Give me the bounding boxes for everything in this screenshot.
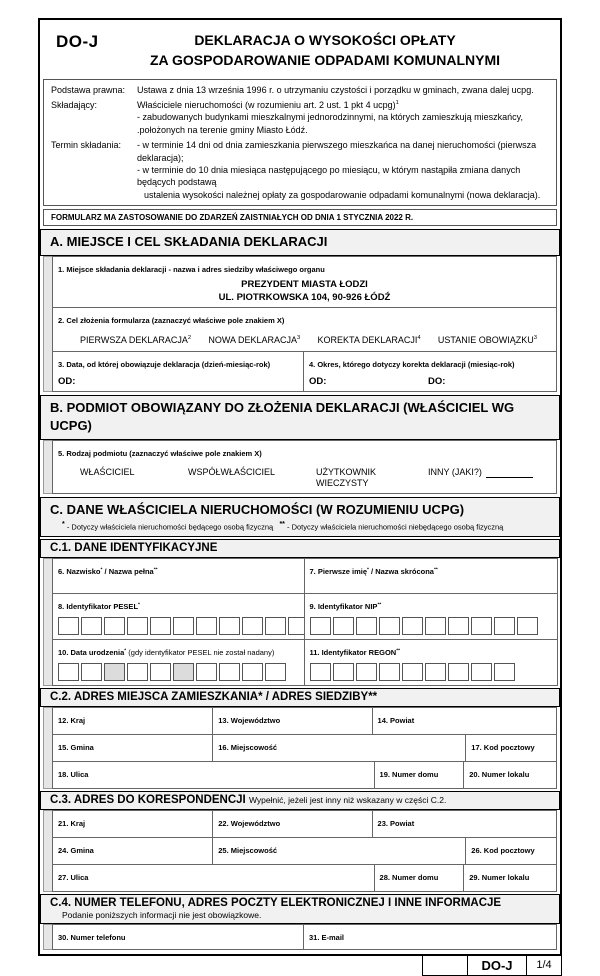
char-box[interactable] bbox=[265, 663, 286, 681]
char-box[interactable] bbox=[471, 663, 492, 681]
field-9-label: 9. Identyfikator NIP** bbox=[309, 601, 382, 611]
field-3-from-label: OD: bbox=[58, 375, 76, 387]
purpose-option-obligation-end[interactable] bbox=[438, 335, 537, 345]
form-title-line1: DEKLARACJA O WYSOKOŚCI OPŁATY bbox=[194, 32, 456, 48]
field-7-first-name[interactable] bbox=[304, 558, 559, 594]
char-box[interactable] bbox=[333, 663, 354, 681]
deadline-text bbox=[137, 139, 549, 201]
option-label: KOREKTA DEKLARACJI bbox=[317, 334, 418, 345]
field-22-voivodeship[interactable] bbox=[212, 810, 372, 838]
char-box[interactable] bbox=[150, 663, 171, 681]
char-box[interactable] bbox=[471, 617, 492, 635]
field-23-county[interactable] bbox=[372, 810, 557, 838]
field-30-label: 30. Numer telefonu bbox=[58, 932, 126, 942]
char-box[interactable] bbox=[196, 663, 217, 681]
field-3-label: 3. Data, od której obowiązuje deklaracja (dzień-miesiąc-rok) bbox=[58, 359, 271, 369]
field-4-label: 4. Okres, którego dotyczy korekta deklaracji (miesiąc-rok) bbox=[309, 359, 515, 369]
filer-line3: .położonych na terenie gminy Miasto Łódź. bbox=[137, 124, 308, 135]
option-label: NOWA DEKLARACJA bbox=[208, 334, 298, 345]
form-code: DO-J bbox=[56, 32, 99, 51]
char-box[interactable] bbox=[379, 663, 400, 681]
subject-option-coowner[interactable]: WSPÓŁWŁAŚCICIEL bbox=[188, 466, 276, 477]
field-12-country[interactable] bbox=[52, 707, 213, 735]
field-28-label: 28. Numer domu bbox=[379, 872, 439, 882]
footnote-1-symbol: * bbox=[62, 521, 65, 529]
char-box[interactable] bbox=[127, 663, 148, 681]
section-a-header bbox=[40, 229, 560, 256]
section-b-title: B. PODMIOT OBOWIĄZANY DO ZŁOŻENIA DEKLARACJI (WŁAŚCICIEL WG UCPG) bbox=[50, 399, 515, 433]
field-13-voivodeship[interactable] bbox=[212, 707, 372, 735]
subject-option-perpetual-user[interactable] bbox=[316, 467, 428, 490]
char-box[interactable] bbox=[310, 617, 331, 635]
section-c4-header bbox=[40, 894, 560, 924]
field-4-correction-period[interactable] bbox=[303, 351, 557, 392]
footnote-1-text: - Dotyczy właściciela nieruchomości będącego osobą fizyczną bbox=[66, 522, 274, 532]
deadline-row bbox=[51, 139, 549, 201]
field-3-effective-date[interactable] bbox=[52, 351, 304, 392]
char-box[interactable] bbox=[425, 663, 446, 681]
option-label: PIERWSZA DEKLARACJA bbox=[80, 334, 188, 345]
purpose-options bbox=[58, 335, 551, 345]
char-box[interactable] bbox=[448, 663, 469, 681]
field-23-label: 23. Powiat bbox=[377, 818, 415, 828]
field-4-to-label: DO: bbox=[428, 375, 446, 387]
field-5-subject-type bbox=[52, 440, 557, 495]
section-c-title: C. DANE WŁAŚCICIELA NIERUCHOMOŚCI (W ROZUMIENIU UCPG) bbox=[50, 502, 465, 518]
field-25-label: 25. Miejscowość bbox=[218, 845, 278, 855]
filer-row bbox=[51, 99, 549, 136]
form-sheet bbox=[38, 18, 562, 956]
section-b-fields bbox=[43, 440, 557, 495]
field-14-label: 14. Powiat bbox=[377, 715, 415, 725]
field-20-apartment-number[interactable] bbox=[463, 761, 557, 789]
option-label: USTANIE OBOWIĄZKU bbox=[437, 334, 534, 345]
applicability-notice: FORMULARZ MA ZASTOSOWANIE DO ZDARZEŃ ZAISTNIAŁYCH OD DNIA 1 STYCZNIA 2022 R. bbox=[43, 209, 557, 226]
char-box[interactable] bbox=[310, 663, 331, 681]
section-c2-header: C.2. ADRES MIEJSCA ZAMIESZKANIA* / ADRES SIEDZIBY** bbox=[40, 688, 560, 707]
field-12-label: 12. Kraj bbox=[58, 715, 86, 725]
footnote-ref: 4 bbox=[417, 334, 421, 341]
deadline-line2: - w terminie do 10 dnia miesiąca następującego po miesiącu, w którym nastąpiła zmiana danych będących podstawą bbox=[137, 165, 521, 188]
field-31-label: 31. E-mail bbox=[309, 932, 345, 942]
section-c-footnotes bbox=[50, 521, 550, 532]
field-17-postal-code[interactable] bbox=[465, 734, 557, 762]
field-16-city[interactable] bbox=[212, 734, 466, 762]
authority-address: UL. PIOTRKOWSKA 104, 90-926 ŁÓDŹ bbox=[218, 291, 391, 303]
section-c3-fields bbox=[43, 810, 557, 892]
section-c4-note: Podanie poniższych informacji nie jest obowiązkowe. bbox=[62, 909, 262, 920]
form-title-line2: ZA GOSPODAROWANIE ODPADAMI KOMUNALNYMI bbox=[150, 52, 500, 69]
field-18-label: 18. Ulica bbox=[58, 769, 89, 779]
section-c3-header bbox=[40, 791, 560, 810]
section-c4-fields bbox=[43, 924, 557, 950]
field-16-label: 16. Miejscowość bbox=[218, 742, 278, 752]
option-label: WIECZYSTY bbox=[316, 478, 369, 488]
field-25-city[interactable] bbox=[212, 837, 466, 865]
field-9-nip bbox=[304, 593, 559, 640]
separator-box bbox=[173, 663, 194, 681]
char-box[interactable] bbox=[58, 663, 79, 681]
char-box[interactable] bbox=[333, 617, 354, 635]
section-a-fields bbox=[43, 256, 557, 392]
char-box[interactable] bbox=[242, 617, 263, 635]
section-c-header bbox=[40, 497, 560, 537]
regon-input-boxes[interactable] bbox=[310, 663, 553, 681]
field-27-label: 27. Ulica bbox=[58, 872, 89, 882]
subject-option-owner[interactable]: WŁAŚCICIEL bbox=[80, 466, 135, 477]
field-5-label: 5. Rodzaj podmiotu (zaznaczyć właściwe pole znakiem X) bbox=[58, 448, 262, 458]
field-7-label: 7. Pierwsze imię* / Nazwa skrócona** bbox=[309, 566, 438, 576]
legal-basis-label: Podstawa prawna: bbox=[51, 84, 126, 95]
char-box[interactable] bbox=[448, 617, 469, 635]
section-c1-header: C.1. DANE IDENTYFIKACYJNE bbox=[40, 539, 560, 558]
purpose-option-first-declaration[interactable] bbox=[80, 335, 191, 345]
field-20-label: 20. Numer lokalu bbox=[469, 769, 530, 779]
field-21-label: 21. Kraj bbox=[58, 818, 86, 828]
char-box[interactable] bbox=[356, 663, 377, 681]
legal-basis-text: Ustawa z dnia 13 września 1996 r. o utrzymaniu czystości i porządku w gminach, zwana dalej ucpg. bbox=[137, 84, 534, 95]
char-box[interactable] bbox=[173, 617, 194, 635]
field-11-label: 11. Identyfikator REGON** bbox=[309, 647, 400, 657]
footer-page-number: 1/4 bbox=[526, 955, 562, 976]
filer-line2: - zabudowanych budynkami mieszkalnymi jednorodzinnymi, na których zamieszkują mieszkańcy, bbox=[137, 112, 523, 123]
field-14-county[interactable] bbox=[372, 707, 557, 735]
section-c2-fields bbox=[43, 707, 557, 789]
char-box[interactable] bbox=[517, 617, 538, 635]
field-1-label: 1. Miejsce składania deklaracji - nazwa i adres siedziby właściwego organu bbox=[58, 265, 325, 275]
deadline-line3: ustalenia wysokości należnej opłaty za gospodarowanie odpadami komunalnymi (nowa deklaracja). bbox=[144, 189, 541, 200]
field-1-place-of-filing bbox=[52, 256, 557, 308]
subject-option-other[interactable]: INNY (JAKI?) bbox=[428, 466, 482, 477]
char-box[interactable] bbox=[242, 663, 263, 681]
field-24-label: 24. Gmina bbox=[58, 845, 94, 855]
page-footer bbox=[38, 956, 562, 976]
section-b-header bbox=[40, 395, 560, 440]
birth-date-input-boxes[interactable] bbox=[58, 663, 299, 681]
char-box[interactable] bbox=[265, 617, 286, 635]
field-21-country[interactable] bbox=[52, 810, 213, 838]
field-11-regon bbox=[304, 639, 559, 686]
field-31-email[interactable] bbox=[303, 924, 557, 950]
form-title bbox=[50, 30, 550, 71]
subject-options bbox=[58, 467, 551, 490]
char-box[interactable] bbox=[127, 617, 148, 635]
char-box[interactable] bbox=[402, 663, 423, 681]
field-18-street[interactable] bbox=[52, 761, 375, 789]
legal-basis-row bbox=[51, 84, 549, 96]
field-29-apartment-number[interactable] bbox=[463, 864, 557, 892]
char-box[interactable] bbox=[379, 617, 400, 635]
field-15-label: 15. Gmina bbox=[58, 742, 94, 752]
footnote-2-symbol: ** bbox=[279, 521, 285, 529]
footnote-ref: 3 bbox=[533, 334, 537, 341]
char-box[interactable] bbox=[81, 663, 102, 681]
form-header bbox=[40, 20, 560, 77]
footer-form-code: DO-J bbox=[467, 955, 527, 976]
field-2-purpose bbox=[52, 307, 557, 352]
section-c3-title: C.3. ADRES DO KORESPONDENCJI bbox=[50, 793, 246, 806]
field-4-from-label: OD: bbox=[309, 375, 327, 387]
section-c4-title: C.4. NUMER TELEFONU, ADRES POCZTY ELEKTRONICZNEJ I INNE INFORMACJE bbox=[50, 896, 502, 909]
purpose-option-correction[interactable] bbox=[318, 335, 421, 345]
section-c1-fields bbox=[43, 558, 557, 686]
char-box[interactable] bbox=[356, 617, 377, 635]
footnote-2-text: - Dotyczy właściciela nieruchomości niebędącego osobą fizyczną bbox=[287, 522, 504, 532]
legal-meta-box bbox=[43, 79, 557, 207]
pesel-input-boxes[interactable] bbox=[58, 617, 299, 635]
field-2-label: 2. Cel złożenia formularza (zaznaczyć właściwe pole znakiem X) bbox=[58, 315, 285, 325]
char-box[interactable] bbox=[196, 617, 217, 635]
other-subject-fill-line[interactable] bbox=[486, 467, 533, 478]
char-box[interactable] bbox=[150, 617, 171, 635]
field-28-house-number[interactable] bbox=[374, 864, 465, 892]
char-box[interactable] bbox=[425, 617, 446, 635]
field-29-label: 29. Numer lokalu bbox=[469, 872, 530, 882]
deadline-label: Termin składania: bbox=[51, 140, 122, 151]
char-box[interactable] bbox=[494, 663, 515, 681]
footnote-ref: 1 bbox=[395, 100, 399, 106]
field-17-label: 17. Kod pocztowy bbox=[471, 742, 535, 752]
field-15-municipality[interactable] bbox=[52, 734, 213, 762]
filer-line1: Właściciele nieruchomości (w rozumieniu art. 2 ust. 1 pkt 4 ucpg)$^1$ bbox=[137, 100, 399, 110]
field-13-label: 13. Województwo bbox=[218, 715, 281, 725]
char-box[interactable] bbox=[219, 663, 240, 681]
field-27-street[interactable] bbox=[52, 864, 375, 892]
footnote-ref: 2 bbox=[187, 334, 192, 341]
field-8-pesel bbox=[52, 593, 305, 640]
char-box[interactable] bbox=[81, 617, 102, 635]
field-10-label: 10. Data urodzenia* (gdy identyfikator PESEL nie został nadany) bbox=[58, 647, 275, 657]
field-19-house-number[interactable] bbox=[374, 761, 465, 789]
field-26-label: 26. Kod pocztowy bbox=[471, 845, 535, 855]
filer-label: Składający: bbox=[51, 100, 98, 110]
nip-input-boxes[interactable] bbox=[310, 617, 553, 635]
char-box[interactable] bbox=[494, 617, 515, 635]
char-box[interactable] bbox=[402, 617, 423, 635]
section-c3-note: Wypełnić, jeżeli jest inny niż wskazany w części C.2. bbox=[248, 794, 447, 805]
section-a-title: A. MIEJSCE I CEL SKŁADANIA DEKLARACJI bbox=[50, 234, 328, 250]
field-10-birth-date bbox=[52, 639, 305, 686]
deadline-line1: - w terminie 14 dni od dnia zamieszkania pierwszego mieszkańca na danej nieruchomości (pierwsza deklaracja); bbox=[137, 140, 537, 163]
separator-box bbox=[104, 663, 125, 681]
field-24-municipality[interactable] bbox=[52, 837, 213, 865]
field-6-label: 6. Nazwisko* / Nazwa pełna** bbox=[58, 566, 158, 576]
footer-empty-cell bbox=[422, 955, 468, 976]
purpose-option-new-declaration[interactable] bbox=[208, 335, 300, 345]
field-22-label: 22. Województwo bbox=[218, 818, 281, 828]
char-box[interactable] bbox=[58, 617, 79, 635]
char-box[interactable] bbox=[219, 617, 240, 635]
option-label: UŻYTKOWNIK bbox=[316, 466, 376, 477]
field-8-label: 8. Identyfikator PESEL* bbox=[58, 601, 140, 611]
field-26-postal-code[interactable] bbox=[465, 837, 557, 865]
authority-name: PREZYDENT MIASTA ŁODZI bbox=[241, 279, 368, 291]
footnote-ref: 3 bbox=[297, 334, 301, 341]
field-19-label: 19. Numer domu bbox=[379, 769, 439, 779]
field-30-phone-number[interactable] bbox=[52, 924, 304, 950]
filer-text bbox=[137, 99, 549, 136]
field-6-surname[interactable] bbox=[52, 558, 305, 594]
char-box[interactable] bbox=[104, 617, 125, 635]
